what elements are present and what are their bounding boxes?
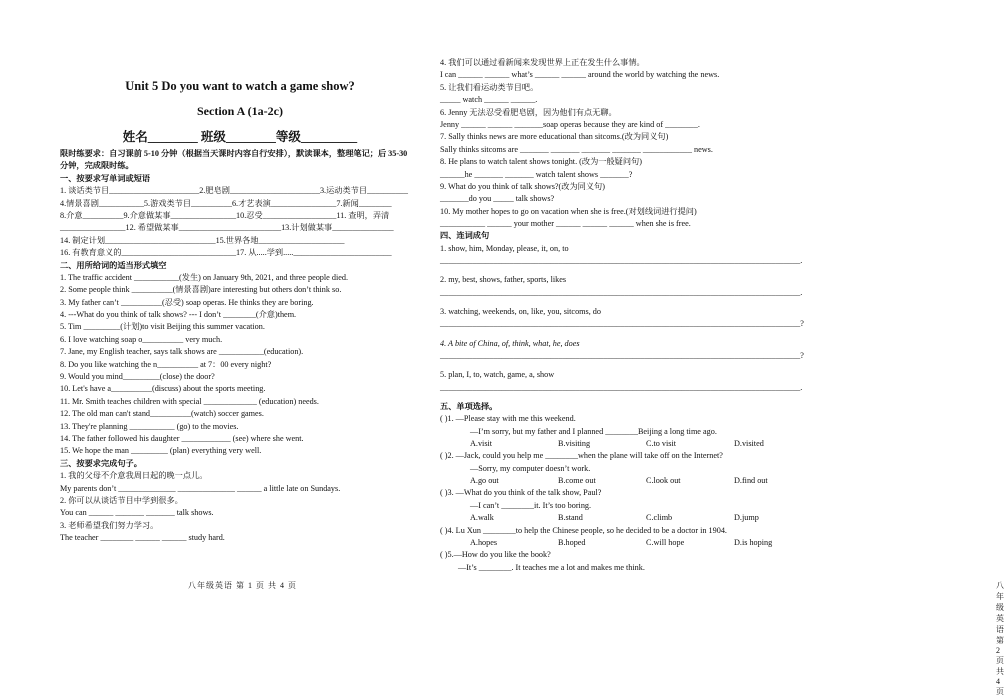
worksheet-page-1: [0, 0, 430, 607]
page-1-footer: 八年级英语 第 1 页 共 4 页: [188, 581, 297, 590]
exercise-line: 8.介意__________9.介意做某事________________10.忍受__________________11. 查明，弄清: [60, 210, 390, 220]
exercise-line: 2. 你可以从谈话节目中学到很多。: [60, 495, 183, 505]
exercise-line: 10. My mother hopes to go on vacation when she is free.(对划线词进行提问): [440, 206, 697, 216]
answer-option: D.is hoping: [734, 538, 773, 548]
exercise-line: _______do you _____ talk shows?: [440, 194, 555, 204]
exercise-line: ________________12. 希望做某事_________________________13.计划做某事_______________: [60, 223, 394, 233]
answer-option: B.stand: [558, 513, 583, 523]
exercise-line: 16. 有教育意义的____________________________17. 从.....学到.....________________________: [60, 248, 392, 258]
answer-line: ________________________________________________________________________________________.: [440, 256, 803, 266]
exercise-line: —It’s ________. It teaches me a lot and makes me think.: [458, 562, 645, 572]
answer-option: A.hopes: [470, 538, 498, 548]
answer-line: ________________________________________________________________________________________?: [440, 319, 804, 329]
exercise-line: ( )1. —Please stay with me this weekend.: [440, 414, 576, 424]
exercise-line: 11. Mr. Smith teaches children with special _____________ (education) needs.: [60, 396, 319, 406]
section-heading: 限时练要求：自习课前 5-10 分钟（根据当天课时内容自行安排），默读课本，整理笔记；后 35-30: [60, 149, 408, 158]
page-2-content: [440, 57, 860, 574]
section-heading: 分钟，完成限时练。: [60, 161, 134, 171]
exercise-line: The teacher ________ ______ ______ study hard.: [60, 533, 225, 543]
exercise-line: 6. Jenny 无法忍受看肥皂剧，因为他们有点无聊。: [440, 107, 617, 117]
section-heading: 一、按要求写单词或短语: [60, 173, 151, 183]
answer-option: B.hoped: [558, 538, 586, 548]
exercise-line: I can ______ ______ what’s ______ ______ around the world by watching the news.: [440, 70, 720, 80]
answer-option: A.visit: [470, 438, 493, 448]
answer-option: D.jump: [734, 513, 759, 523]
exercise-line: 5. Tim _________(计划)to visit Beijing this summer vacation.: [60, 322, 265, 332]
exercise-line: —I can’t ________it. It’s too boring.: [470, 500, 592, 510]
exercise-line: _____ watch ______ ______.: [440, 95, 538, 105]
exercise-line: ( )5.—How do you like the book?: [440, 550, 551, 560]
section-heading: 二、用所给词的适当形式填空: [60, 260, 167, 270]
exercise-line: 10. Let's have a__________(discuss) about the sports meeting.: [60, 384, 266, 394]
worksheet-page-2: [430, 0, 1005, 696]
answer-option: C.to visit: [646, 438, 677, 448]
page-1-content: [60, 148, 425, 545]
exercise-line: ______he _______ _______ watch talent shows _______?: [440, 169, 633, 179]
answer-line: ________________________________________________________________________________________?: [440, 350, 804, 360]
exercise-line: ( )3. —What do you think of the talk show, Paul?: [440, 488, 602, 498]
section-title: Section A (1a-2c): [197, 104, 283, 118]
page-2-footer: 八年级英语 第 2 页 共 4 页: [996, 581, 1005, 696]
answer-option: D.visited: [734, 438, 764, 448]
exercise-line: 3. My father can’t __________(忍受) soap operas. He thinks they are boring.: [60, 297, 314, 307]
exercise-line: 8. Do you like watching the n__________ at 7：00 every night?: [60, 359, 272, 369]
exercise-line: 4. ---What do you think of talk shows? --- I don’t ________(介意)them.: [60, 310, 297, 320]
exercise-line: 4. 我们可以通过看新闻来发现世界上正在发生什么事情。: [440, 58, 645, 67]
exercise-line: —Sorry, my computer doesn’t work.: [470, 463, 591, 473]
exercise-line: 14. 制定计划___________________________15.世界各地_____________________: [60, 235, 345, 245]
unit-title: Unit 5 Do you want to watch a game show?: [125, 79, 355, 93]
answer-option: A.go out: [470, 476, 499, 486]
section-heading: 三、按要求完成句子。: [60, 458, 142, 468]
exercise-line: 7. Jane, my English teacher, says talk shows are ___________(education).: [60, 347, 304, 357]
student-info-line: 姓名________ 班级________等级_________: [122, 130, 358, 144]
exercise-line: 4. A bite of China, of, think, what, he, does: [440, 338, 580, 348]
exercise-line: 1. 我的父母不介意我周日起的晚一点儿。: [60, 471, 208, 481]
exercise-line: 2. Some people think __________(情景喜剧)are interesting but others don’t think so.: [60, 285, 342, 295]
exercise-line: 1. The traffic accident ___________(发生) on January 9th, 2021, and three people died.: [60, 272, 348, 282]
answer-option: B.visiting: [558, 438, 591, 448]
answer-line: ________________________________________________________________________________________.: [440, 382, 803, 392]
answer-options: [440, 475, 860, 487]
exercise-line: 14. The father followed his daughter ____________ (see) where she went.: [60, 433, 304, 443]
exercise-line: 5. plan, I, to, watch, game, a, show: [440, 370, 555, 380]
answer-option: C.look out: [646, 476, 681, 486]
exercise-line: ( )2. —Jack, could you help me ________when the plane will take off on the Internet?: [440, 451, 723, 461]
exercise-line: 9. What do you think of talk shows?(改为同义句): [440, 181, 605, 191]
exercise-line: 7. Sally thinks news are more educational than sitcoms.(改为同义句): [440, 132, 669, 142]
exercise-line: 12. The old man can't stand__________(watch) soccer games.: [60, 409, 264, 419]
exercise-line: 6. I love watching soap o__________ very much.: [60, 334, 223, 344]
answer-line: ________________________________________________________________________________________.: [440, 287, 803, 297]
exercise-line: 5. 让我们看运动类节目吧。: [440, 82, 539, 92]
answer-option: C.climb: [646, 513, 673, 523]
exercise-line: Jenny ______ ______ _______soap operas because they are kind of ________.: [440, 119, 700, 129]
answer-options: [440, 438, 860, 450]
answer-options: [440, 537, 860, 549]
exercise-line: You can ______ _______ _______ talk shows.: [60, 508, 214, 518]
section-heading: 五、单项选择。: [440, 401, 498, 411]
exercise-line: 13. They're planning ___________ (go) to the movies.: [60, 421, 239, 431]
exercise-line: 3. watching, weekends, on, like, you, sitcoms, do: [440, 307, 601, 317]
answer-options: [440, 512, 860, 524]
exercise-line: 1. 谈话类节目______________________2.肥皂剧______________________3.运动类节目__________: [60, 186, 408, 196]
exercise-line: Sally thinks sitcoms are _______ _______ _______ _______ ____________ news.: [440, 144, 713, 154]
exercise-line: 1. show, him, Monday, please, it, on, to: [440, 243, 569, 253]
exercise-line: ( )4. Lu Xun ________to help the Chinese people, so he decided to be a doctor in 1904.: [440, 525, 727, 535]
answer-option: D.find out: [734, 476, 768, 486]
exercise-line: 2. my, best, shows, father, sports, likes: [440, 275, 567, 285]
answer-option: A.walk: [470, 513, 494, 523]
exercise-line: 9. Would you mind_________(close) the door?: [60, 372, 215, 382]
exercise-line: —I’m sorry, but my father and I planned ________Beijing a long time ago.: [470, 426, 717, 436]
exercise-line: 4.情景喜剧___________5.游戏类节目__________6.才艺表演________________7.新闻________: [60, 198, 392, 208]
exercise-line: 3. 老师希望我们努力学习。: [60, 520, 159, 530]
exercise-line: 8. He plans to watch talent shows tonight. (改为一般疑问句): [440, 157, 642, 167]
answer-option: C.will hope: [646, 538, 685, 548]
answer-option: B.come out: [558, 476, 596, 486]
exercise-line: My parents don’t ______________ ______________ ______ a little late on Sundays.: [60, 483, 341, 493]
section-heading: 四、连词成句: [440, 231, 490, 241]
exercise-line: 15. We hope the man _________ (plan) everything very well.: [60, 446, 262, 456]
exercise-line: ___________ ______ your mother ______ ______ ______ when she is free.: [440, 219, 691, 229]
